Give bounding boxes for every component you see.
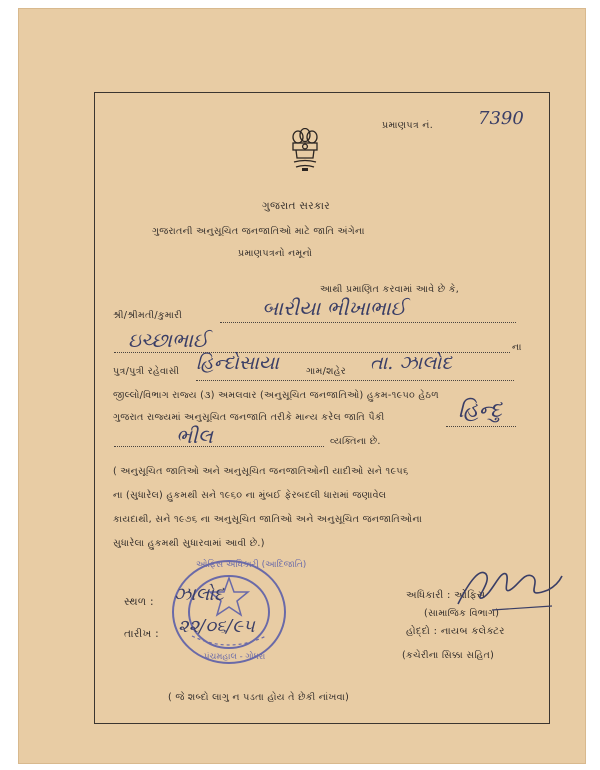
note-line-1: ( અનુસૂચિત જાતિઓ અને અનુસૂચિત જનજાતિઓની યાદીઓ સને ૧૯૫૬ <box>113 466 409 477</box>
place-label: સ્થળ : <box>124 596 154 608</box>
taluka-value: તા. ઝાલોદ <box>370 352 452 374</box>
body-line-3-suffix: વ્યક્તિના છે. <box>330 436 381 447</box>
seal-text-top: ઓફિસ અધિકારી (આદિજાતિ) <box>196 560 307 570</box>
office-line: (સામાજિક વિભાગ) <box>424 608 500 619</box>
government-title: ગુજરાત સરકાર <box>262 200 330 212</box>
date-value: ૨૨/૦૬/૯૫ <box>178 616 255 637</box>
office-seal-stamp <box>170 558 288 666</box>
name-value: બારીયા ભીખાભાઈ <box>262 296 407 320</box>
officer-label: અધિકારી : ઓફિસ <box>406 590 486 601</box>
note-line-3: કાયદાથી, સને ૧૯૭૬ ના અનુસૂચિત જાતિઓ અને અનુસૂચિત જનજાતિઓના <box>113 514 423 525</box>
body-line-1: જીલ્લો/વિભાગ રાજ્ય (૩) અમલવાર (અનુસૂચિત જનજાતિઓ) હુકમ-૧૯૫૦ હેઠળ <box>113 390 439 401</box>
seal-text-bottom: પંચમહાલ - ગોધરા <box>204 652 266 662</box>
certify-text: આથી પ્રમાણિત કરવામાં આવે છે કે, <box>320 284 460 295</box>
residence-mid: ગામ/શહેર <box>306 366 346 377</box>
note-line-4: સુધારેલા હુકમથી સુધારવામાં આવી છે.) <box>113 538 265 549</box>
national-emblem-icon <box>288 128 322 174</box>
officer-signature <box>452 560 564 620</box>
heading-line-1: ગુજરાતની અનુસૂચિત જનજાતિઓ માટે જાતિ અંગેના <box>152 226 365 237</box>
father-suffix: ના <box>512 342 522 353</box>
residence-prefix: પુત્ર/પુત્રી રહેવાસી <box>113 366 180 377</box>
designation-label: હોદ્દો : નાયબ કલેક્ટર <box>406 626 505 637</box>
place-value: ઝાલોદ <box>174 584 224 605</box>
serial-number: 7390 <box>478 108 524 129</box>
father-name-value: ઇચ્છાભાઈ <box>128 328 209 352</box>
note-line-2: ના (સુધારેલ) હુકમથી સને ૧૯૬૦ ના મુંબઈ ફેરબદલી ધારામાં જણાવેલ <box>113 490 387 501</box>
footer-note: ( જે શબ્દો લાગુ ન પડતા હોય તે છેકી નાંખવા) <box>168 692 350 703</box>
heading-line-2: પ્રમાણપત્રનો નમૂનો <box>238 248 313 259</box>
name-prefix: શ્રી/શ્રીમતી/કુમારી <box>113 310 183 321</box>
stamp-note: (કચેરીના સિક્કા સહિત) <box>402 650 495 661</box>
body-line-2: ગુજરાત રાજ્યમાં અનુસૂચિત જનજાતિ તરીકે માન્ય કરેલ જાતિ પૈકી <box>113 412 385 423</box>
date-label: તારીખ : <box>124 628 159 640</box>
serial-label: પ્રમાણપત્ર નં. <box>382 120 434 131</box>
caste-value-2: ભીલ <box>176 424 213 448</box>
residence-value: હિન્દોસાયા <box>196 352 279 374</box>
caste-value-1: હિન્દુ <box>458 398 502 423</box>
